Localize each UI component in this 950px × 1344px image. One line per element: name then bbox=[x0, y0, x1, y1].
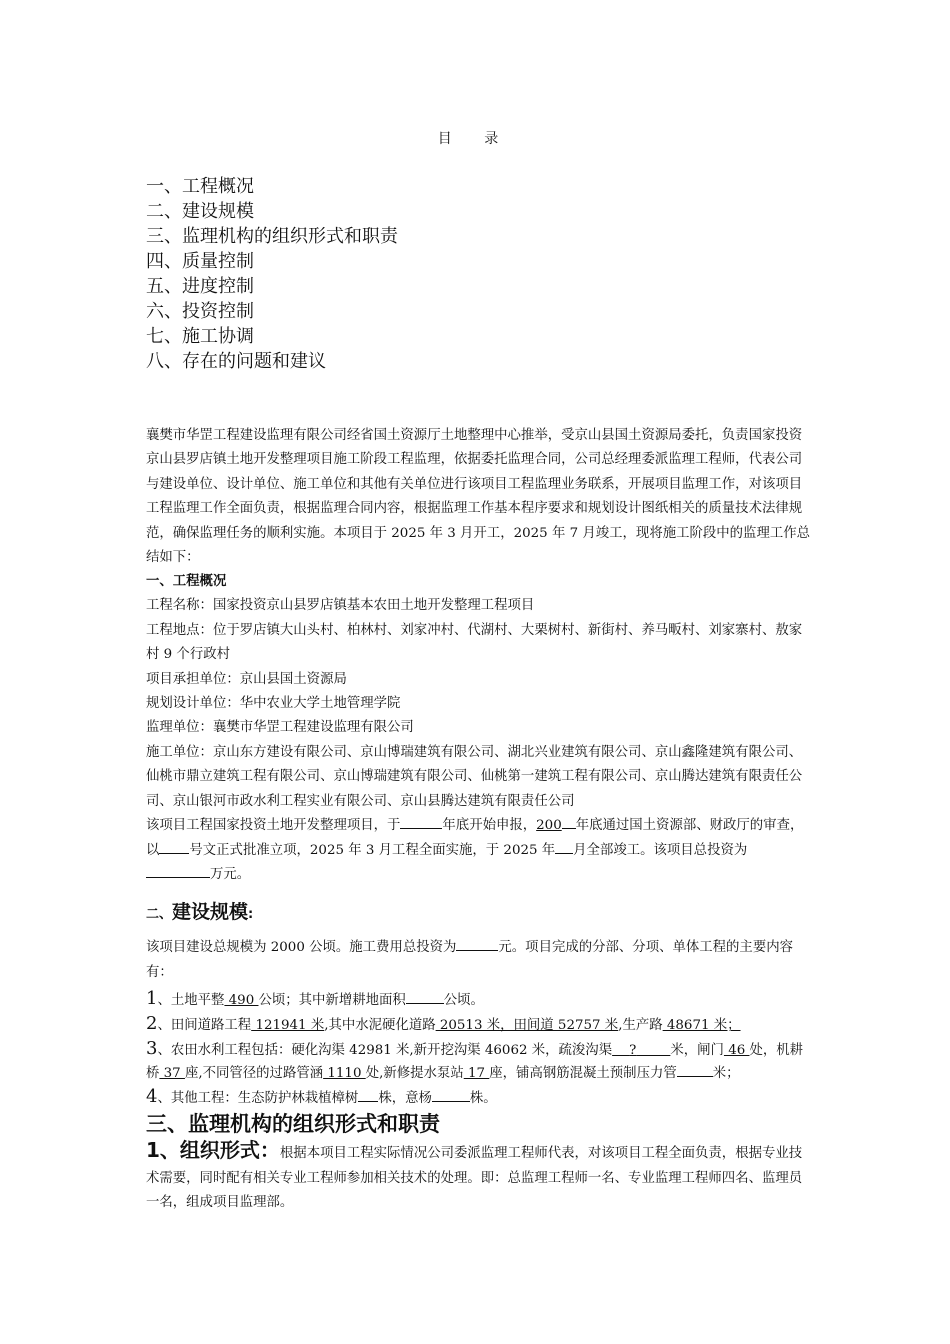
project-contractors: 施工单位：京山东方建设有限公司、京山博瑞建筑有限公司、湖北兴业建筑有限公司、京山鑫隆建筑有限公司、仙桃市鼎立建筑工程有限公司、京山博瑞建筑有限公司、仙桃第一建筑工程有限公司、京山腾达建筑有限责任公司、京山银河市政水利工程实业有限公司、京山县腾达建筑有限责任公司 bbox=[146, 744, 803, 809]
blank-field bbox=[159, 839, 189, 854]
subsection-text: 根据本项目工程实际情况公司委派监理工程师代表，对该项目工程全面负责，根据专业技术需要，同时配有相关专业工程师参加相关技术的处理。即：总监理工程师一名、专业监理工程师四名、监理员一名，组成项目监理部。 bbox=[146, 1146, 803, 1210]
toc-item: 五、进度控制 bbox=[146, 276, 254, 297]
item-number: 1 bbox=[146, 988, 158, 1010]
intro-paragraph: 襄樊市华罡工程建设监理有限公司经省国土资源厅土地整理中心推举，受京山县国土资源局委托，负责国家投资京山县罗店镇土地开发整理项目施工阶段工程监理，依据委托监理合同，公司总经理委派监理工程师，代表公司与建设单位、设计单位、施工单位和其他有关单位进行该项目工程监理业务联系，开展项目监理工作，对该项目工程监理工作全面负责，根据监理合同内容，根据监理工作基本程序要求和规划设计图纸相关的质量技术法律规范，确保监理任务的顺利实施。本项目于 2025 年 3 月开工，2025 年 7 月竣工，现将施工阶段中的监理工作总结如下： bbox=[146, 428, 811, 566]
approval-text: 万元。 bbox=[210, 866, 251, 882]
toc-item: 六、投资控制 bbox=[146, 301, 254, 322]
item-value: 46 bbox=[723, 1043, 750, 1059]
item-value: 20513 米，田间道 52757 米 bbox=[435, 1018, 619, 1034]
project-location: 工程地点：位于罗店镇大山头村、柏林村、刘家冲村、代湖村、大栗树村、新街村、养马畈村、刘家寨村、敖家村 9 个行政村 bbox=[146, 622, 803, 663]
item-unknown-mark: ? bbox=[629, 1043, 637, 1059]
blank-field bbox=[432, 1087, 470, 1102]
item-text: ,生产路 bbox=[618, 1018, 663, 1034]
item-text: 株，意杨 bbox=[378, 1091, 432, 1107]
toc-item: 八、存在的问题和建议 bbox=[146, 351, 326, 372]
item-text: 座，铺高钢筋混凝土预制压力管 bbox=[489, 1066, 677, 1082]
item-text: 座,不同管径的过路管涵 bbox=[184, 1066, 324, 1082]
approval-text: 年底通过国土资源部、财政厅的审查，以 bbox=[146, 818, 804, 858]
blank-field bbox=[562, 814, 576, 829]
toc-item: 二、建设规模 bbox=[146, 201, 254, 222]
project-name: 工程名称：国家投资京山县罗店镇基本农田土地开发整理工程项目 bbox=[146, 598, 535, 614]
item-text: ,其中水泥硬化道路 bbox=[324, 1018, 436, 1034]
scale-item-4 bbox=[146, 1085, 810, 1110]
blank-field bbox=[677, 1062, 713, 1077]
section-colon: : bbox=[248, 907, 254, 923]
scale-item-1 bbox=[146, 987, 810, 1012]
item-number: 2 bbox=[146, 1013, 158, 1035]
item-value bbox=[612, 1043, 670, 1058]
approval-text: 该项目工程国家投资土地开发整理项目，于 bbox=[146, 818, 401, 834]
blank-field bbox=[555, 839, 573, 854]
item-text: 、土地平整 bbox=[157, 993, 225, 1009]
toc-title: 目 录 bbox=[437, 131, 513, 147]
project-designer: 规划设计单位：华中农业大学土地管理学院 bbox=[146, 696, 401, 712]
item-value: 1110 bbox=[323, 1066, 366, 1082]
item-text: 处,新修提水泵站 bbox=[365, 1066, 464, 1082]
item-text: 、田间道路工程 bbox=[157, 1018, 252, 1034]
project-undertaker: 项目承担单位：京山县国土资源局 bbox=[146, 671, 347, 687]
blank-field bbox=[456, 936, 498, 951]
scale-intro-text: 该项目建设总规模为 2000 公顷。施工费用总投资为 bbox=[146, 940, 457, 956]
item-text: 处，机耕桥 bbox=[146, 1043, 804, 1082]
toc-item: 一、工程概况 bbox=[146, 176, 254, 197]
organization-paragraph bbox=[146, 1138, 810, 1215]
section-number: 二、 bbox=[146, 907, 173, 923]
table-of-contents bbox=[146, 174, 398, 374]
item-text: 、农田水利工程包括：硬化沟渠 42981 米,新开挖沟渠 46062 米，疏浚沟渠 bbox=[157, 1043, 613, 1059]
approval-text: 月全部竣工。该项目总投资为 bbox=[573, 842, 748, 858]
toc-item: 七、施工协调 bbox=[146, 326, 254, 347]
subsection-title: 、组织形式： bbox=[159, 1138, 280, 1163]
item-number: 4 bbox=[146, 1086, 158, 1108]
item-text: 米，闸门 bbox=[670, 1043, 724, 1059]
project-supervisor: 监理单位：襄樊市华罡工程建设监理有限公司 bbox=[146, 720, 414, 736]
item-text: 、其他工程：生态防护林栽植樟树 bbox=[157, 1091, 359, 1107]
scale-intro bbox=[146, 936, 810, 985]
item-value: 17 bbox=[463, 1066, 490, 1082]
section-heading-overview: 一、工程概况 bbox=[146, 574, 227, 590]
scale-item-2 bbox=[146, 1012, 810, 1037]
blank-field bbox=[400, 814, 442, 829]
item-value: 37 bbox=[159, 1066, 185, 1082]
toc-item: 三、监理机构的组织形式和职责 bbox=[146, 226, 398, 247]
toc-item: 四、质量控制 bbox=[146, 251, 254, 272]
scale-item-3 bbox=[146, 1037, 810, 1085]
item-value: 490 bbox=[224, 993, 259, 1009]
scale-intro-text: 元。项目完成的分部、分项、单体工程的主要内容有： bbox=[146, 940, 793, 980]
item-text: 公顷。 bbox=[443, 993, 484, 1009]
item-text: 株。 bbox=[469, 1091, 497, 1107]
blank-field bbox=[358, 1087, 378, 1102]
item-number: 3 bbox=[146, 1038, 158, 1060]
item-text: 米； bbox=[712, 1066, 740, 1082]
project-approval bbox=[146, 814, 810, 887]
approval-year: 200 bbox=[536, 818, 562, 834]
item-text: 公顷；其中新增耕地面积 bbox=[258, 993, 406, 1009]
approval-text: 号文正式批准立项，2025 年 3 月工程全面实施，于 2025 年 bbox=[189, 842, 556, 858]
blank-field bbox=[406, 989, 444, 1004]
section-title: 建设规模 bbox=[172, 901, 249, 924]
item-value: 48671 米； bbox=[662, 1018, 741, 1034]
document-body bbox=[146, 424, 810, 1215]
approval-text: 年底开始申报， bbox=[442, 818, 537, 834]
subsection-number: 1 bbox=[146, 1138, 160, 1163]
section-heading-scale bbox=[146, 897, 810, 930]
blank-field bbox=[146, 863, 210, 878]
item-value: 121941 米 bbox=[251, 1018, 325, 1034]
section-heading-organization: 三、监理机构的组织形式和职责 bbox=[146, 1112, 440, 1137]
